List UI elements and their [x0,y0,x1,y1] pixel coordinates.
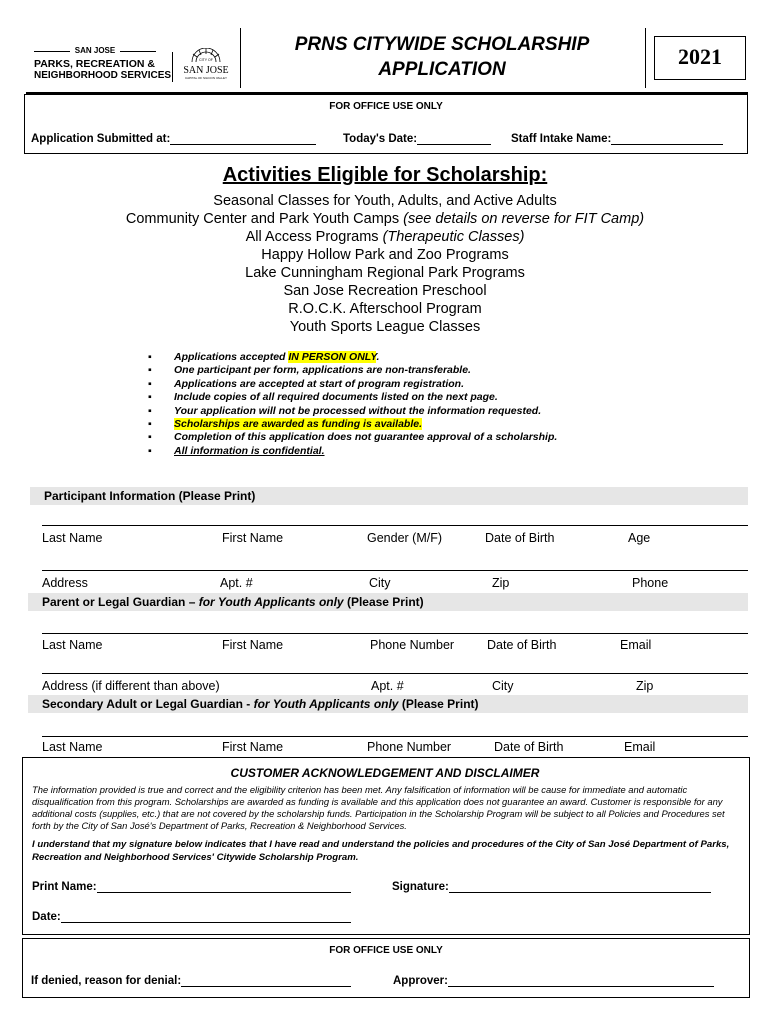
secondary-last-name-label: Last Name [42,740,103,754]
participant-apt-label: Apt. # [220,576,253,590]
activity-item: All Access Programs (Therapeutic Classes) [245,229,525,245]
staff-intake-field [511,133,723,145]
secondary-first-name-label: First Name [222,740,284,754]
participant-line-2[interactable] [42,570,748,571]
activities-list [0,192,770,336]
guardian-line-1[interactable] [42,633,748,634]
print-name-field [32,881,351,893]
office-use-title-bottom: FOR OFFICE USE ONLY [329,945,443,956]
activity-item: Happy Hollow Park and Zoo Programs [261,247,509,263]
participant-heading: Participant Information (Please Print) [30,487,748,505]
date-label: Date: [32,911,61,923]
rule-item: ▪ Your application will not be processed without the information requested. [148,405,708,418]
guardian-city-label: City [492,679,514,693]
secondary-line-1[interactable] [42,736,748,737]
office-use-box-bottom [22,938,750,998]
rule-item: ▪ One participant per form, applications are non-transferable. [148,364,708,377]
guardian-first-name-label: First Name [222,638,284,652]
print-name-input[interactable] [97,881,351,893]
participant-age-label: Age [628,531,651,545]
seal-top-text: CITY OF [199,58,213,62]
rule-item: ▪ Include copies of all required documents listed on the next page. [148,391,708,404]
signature-input[interactable] [449,881,711,893]
todays-date-field [343,133,491,145]
secondary-dob-label: Date of Birth [494,740,564,754]
disclaimer-title: CUSTOMER ACKNOWLEDGEMENT AND DISCLAIMER [230,766,540,780]
date-field [32,911,351,923]
rule-item: ▪ Applications are accepted at start of program registration. [148,378,708,391]
participant-dob-label: Date of Birth [485,531,555,545]
rule-item: ▪ Scholarships are awarded as funding is available. [148,418,708,431]
guardian-address-label: Address (if different than above) [42,679,220,693]
todays-date-input[interactable] [417,133,491,145]
participant-city-label: City [369,576,391,590]
staff-intake-input[interactable] [611,133,723,145]
todays-date-label: Today's Date: [343,133,418,145]
submitted-input[interactable] [170,133,316,145]
logo-tagline: SAN JOSE [30,46,160,55]
rule-item: ▪ Completion of this application does not guarantee approval of a scholarship. [148,431,708,444]
activity-item: Community Center and Park Youth Camps (see details on reverse for FIT Camp) [125,211,645,227]
activity-item: R.O.C.K. Afterschool Program [288,301,482,317]
date-input[interactable] [61,911,351,923]
secondary-heading: Secondary Adult or Legal Guardian - for Youth Applicants only (Please Print) [28,695,748,713]
rule-item: ▪ All information is confidential. [148,445,708,458]
denial-reason-input[interactable] [181,975,351,987]
logo-line-1: PARKS, RECREATION & [34,58,155,70]
prns-logo [30,46,238,84]
logo-line-2: NEIGHBORHOOD SERVICES [34,70,172,81]
guardian-zip-label: Zip [636,679,654,693]
participant-phone-label: Phone [632,576,669,590]
secondary-phone-label: Phone Number [367,740,452,754]
signature-label: Signature: [392,881,449,893]
rules-list [148,351,708,458]
activity-item: San Jose Recreation Preschool [283,283,487,299]
office-use-title: FOR OFFICE USE ONLY [329,101,443,112]
city-seal-icon [178,48,234,82]
print-name-label: Print Name: [32,881,97,893]
approver-field [393,975,714,987]
secondary-email-label: Email [624,740,656,754]
approver-label: Approver: [393,975,448,987]
approver-input[interactable] [448,975,714,987]
logo-separator [172,52,173,82]
page-title [240,32,644,82]
rule-item: ▪ Applications accepted IN PERSON ONLY. [148,351,708,364]
activity-item: Seasonal Classes for Youth, Adults, and Active Adults [213,193,557,209]
denial-reason-label: If denied, reason for denial: [31,975,182,987]
seal-name-text: SAN JOSE [183,65,229,76]
signature-field [392,881,711,893]
activity-item: Lake Cunningham Regional Park Programs [245,265,525,281]
office-use-box-top [24,94,748,154]
participant-line-1[interactable] [42,525,748,526]
guardian-heading: Parent or Legal Guardian – for Youth Applicants only (Please Print) [28,593,748,611]
guardian-line-2[interactable] [42,673,748,674]
staff-intake-label: Staff Intake Name: [511,133,612,145]
title-line-1: PRNS CITYWIDE SCHOLARSHIP [294,34,590,55]
year-badge: 2021 [654,36,746,80]
submitted-field [31,133,316,145]
guardian-phone-label: Phone Number [370,638,455,652]
disclaimer-agreement: I understand that my signature below indicates that I have read and understand the policies and procedures of the City of San José Department of Parks, Recreation and Neighborhood Services' Citywide Scholarship Program. [32,839,730,863]
guardian-last-name-label: Last Name [42,638,103,652]
participant-last-name-label: Last Name [42,531,103,545]
guardian-apt-label: Apt. # [371,679,404,693]
submitted-label: Application Submitted at: [31,133,171,145]
seal-sub-text: CAPITAL OF SILICON VALLEY [185,76,227,80]
denial-reason-field [31,975,351,987]
participant-gender-label: Gender (M/F) [367,531,443,545]
title-line-2: APPLICATION [378,59,506,80]
activities-title: Activities Eligible for Scholarship: [222,164,548,186]
guardian-dob-label: Date of Birth [487,638,557,652]
guardian-email-label: Email [620,638,652,652]
participant-first-name-label: First Name [222,531,284,545]
participant-address-label: Address [42,576,88,590]
participant-zip-label: Zip [492,576,510,590]
disclaimer-text: The information provided is true and correct and the eligibility criterion has been met. Any falsification of information will be cause for immediate and automatic disqualification from this program. Scholarships are awarded as funding is available and this application does not guarantee an award. Customer is responsible for any additional costs (supplies, etc.) that are not covered by the scholarship funds. Participation in the Scholarship Program will be subject to all Policies and Procedures set forth by the City of San José's Department of Parks, Recreation & Neighborhood Services. [32,784,725,831]
activity-item: Youth Sports League Classes [289,319,481,335]
